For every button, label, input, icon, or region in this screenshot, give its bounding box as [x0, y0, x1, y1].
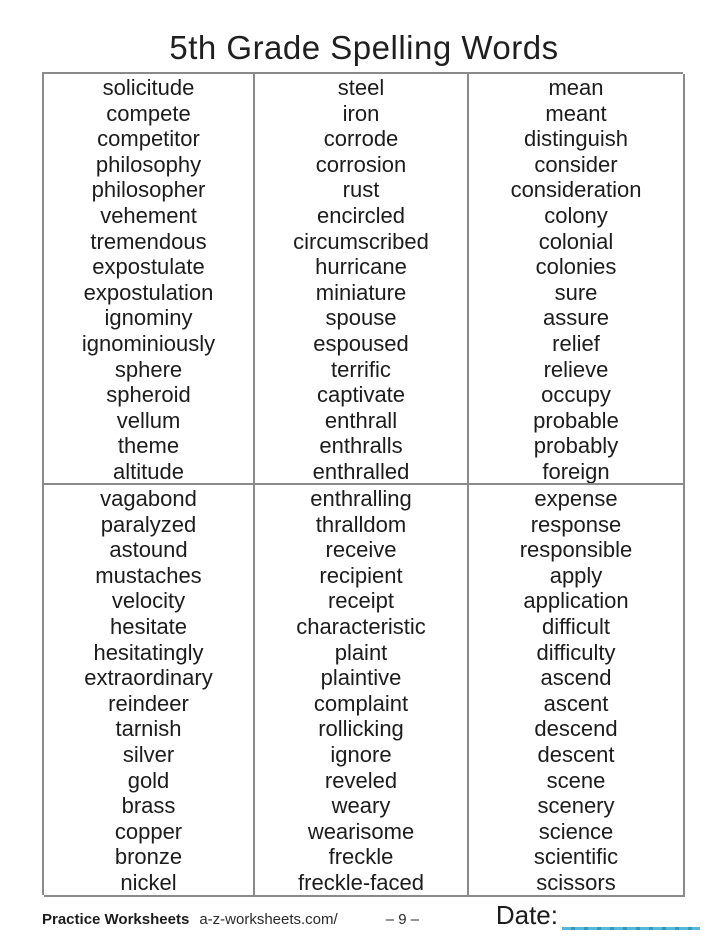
- spelling-word: competitor: [97, 126, 200, 152]
- spelling-word: recipient: [319, 562, 403, 588]
- spelling-word: probably: [533, 433, 619, 459]
- spelling-word: response: [530, 511, 622, 537]
- website-label: a-z-worksheets.com/: [199, 911, 338, 928]
- spelling-word: enthralling: [310, 486, 412, 511]
- spelling-word: relieve: [543, 356, 609, 382]
- spelling-word: mean: [548, 75, 604, 100]
- word-cell-bottom-right: [469, 485, 685, 897]
- spelling-word: philosophy: [95, 151, 202, 177]
- spelling-word: colonial: [538, 228, 614, 254]
- spelling-word: vellum: [116, 407, 181, 433]
- spelling-word: tremendous: [90, 228, 207, 254]
- spelling-word: corrode: [323, 126, 399, 152]
- spelling-word: circumscribed: [293, 228, 429, 254]
- spelling-word: science: [538, 818, 614, 844]
- spelling-word: difficulty: [536, 639, 616, 665]
- spelling-word: vagabond: [100, 486, 197, 511]
- word-cell-top-left: [44, 74, 255, 485]
- spelling-word: relief: [552, 330, 600, 356]
- spelling-word: descent: [537, 741, 615, 767]
- spelling-word: ignominy: [104, 305, 193, 331]
- spelling-word: astound: [109, 537, 188, 563]
- page-number: – 9 –: [385, 911, 420, 928]
- spelling-word: consider: [534, 151, 618, 177]
- spelling-words-table: [42, 72, 683, 895]
- spelling-word: plaintive: [320, 665, 402, 691]
- spelling-word: captivate: [316, 382, 406, 408]
- spelling-word: solicitude: [102, 75, 195, 100]
- word-cell-top-right: [469, 74, 685, 485]
- spelling-word: enthralled: [312, 458, 410, 484]
- spelling-word: gold: [127, 767, 170, 793]
- spelling-word: extraordinary: [84, 665, 213, 691]
- spelling-word: hurricane: [315, 254, 407, 280]
- spelling-word: corrosion: [315, 151, 407, 177]
- spelling-word: tarnish: [115, 716, 182, 742]
- spelling-word: ignore: [330, 741, 392, 767]
- word-cell-top-mid: [255, 74, 469, 485]
- footer: [42, 900, 700, 931]
- spelling-word: thralldom: [315, 511, 407, 537]
- spelling-word: assure: [542, 305, 610, 331]
- spelling-word: compete: [106, 100, 191, 126]
- spelling-word: colonies: [535, 254, 617, 280]
- spelling-word: terrific: [331, 356, 391, 382]
- spelling-word: scenery: [537, 793, 615, 819]
- spelling-word: brass: [121, 793, 176, 819]
- spelling-word: rust: [342, 177, 380, 203]
- spelling-word: spheroid: [106, 382, 191, 408]
- spelling-word: expostulate: [92, 254, 205, 280]
- spelling-word: copper: [114, 818, 183, 844]
- spelling-word: espoused: [313, 330, 409, 356]
- spelling-word: altitude: [113, 458, 184, 484]
- spelling-word: probable: [533, 407, 619, 433]
- spelling-word: characteristic: [296, 613, 426, 639]
- spelling-word: wearisome: [307, 818, 415, 844]
- spelling-word: difficult: [541, 613, 611, 639]
- date-label: Date:: [495, 900, 558, 930]
- spelling-word: spouse: [325, 305, 397, 331]
- spelling-word: foreign: [542, 458, 610, 484]
- spelling-word: enthrall: [324, 407, 398, 433]
- spelling-word: application: [523, 588, 629, 614]
- spelling-word: scissors: [536, 869, 616, 895]
- brand-label: Practice Worksheets: [42, 911, 190, 928]
- spelling-word: freckle-faced: [298, 869, 424, 895]
- spelling-word: mustaches: [95, 562, 202, 588]
- spelling-word: encircled: [316, 202, 406, 228]
- spelling-word: complaint: [313, 690, 409, 716]
- spelling-word: paralyzed: [100, 511, 197, 537]
- date-blank-line: [562, 927, 700, 930]
- spelling-word: weary: [331, 793, 391, 819]
- spelling-word: reindeer: [108, 690, 189, 716]
- spelling-word: responsible: [519, 537, 633, 563]
- spelling-word: occupy: [541, 382, 611, 408]
- spelling-word: receive: [325, 537, 397, 563]
- spelling-word: vehement: [100, 202, 197, 228]
- date-field: [496, 900, 700, 931]
- spelling-word: consideration: [510, 177, 642, 203]
- spelling-word: iron: [342, 100, 380, 126]
- spelling-word: enthralls: [319, 433, 403, 459]
- spelling-word: freckle: [328, 844, 394, 870]
- word-cell-bottom-left: [44, 485, 255, 897]
- spelling-word: receipt: [327, 588, 395, 614]
- spelling-word: rollicking: [318, 716, 404, 742]
- spelling-word: philosopher: [91, 177, 206, 203]
- spelling-word: silver: [122, 741, 175, 767]
- spelling-word: expense: [534, 486, 618, 511]
- spelling-word: reveled: [324, 767, 398, 793]
- spelling-word: velocity: [111, 588, 186, 614]
- spelling-word: meant: [545, 100, 607, 126]
- spelling-word: theme: [117, 433, 180, 459]
- spelling-word: plaint: [334, 639, 388, 665]
- word-cell-bottom-mid: [255, 485, 469, 897]
- spelling-word: bronze: [114, 844, 183, 870]
- spelling-word: miniature: [315, 279, 407, 305]
- spelling-word: nickel: [120, 869, 177, 895]
- spelling-word: colony: [544, 202, 608, 228]
- spelling-word: apply: [549, 562, 603, 588]
- page-title: 5th Grade Spelling Words: [169, 29, 559, 66]
- spelling-word: sphere: [114, 356, 183, 382]
- spelling-word: ascent: [543, 690, 609, 716]
- spelling-word: ignominiously: [81, 330, 216, 356]
- spelling-word: ascend: [540, 665, 612, 691]
- spelling-word: sure: [554, 279, 598, 305]
- spelling-word: hesitatingly: [93, 639, 204, 665]
- spelling-word: distinguish: [524, 126, 628, 152]
- spelling-word: expostulation: [83, 279, 214, 305]
- spelling-word: scene: [546, 767, 606, 793]
- spelling-word: steel: [337, 75, 385, 100]
- spelling-word: scientific: [533, 844, 619, 870]
- spelling-word: hesitate: [109, 613, 188, 639]
- spelling-word: descend: [534, 716, 618, 742]
